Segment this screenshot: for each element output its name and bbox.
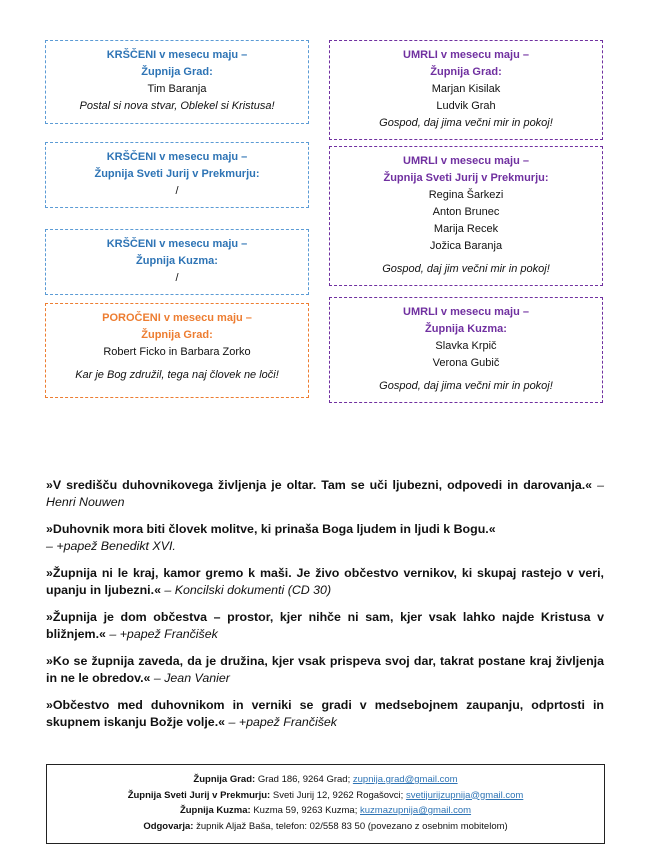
- quote-text: »Ko se župnija zaveda, da je družina, kjer vsak prispeva svoj dar, takrat postane kraj življenja in ne le obredov.«: [46, 654, 604, 685]
- motto: Gospod, daj jima večni mir in pokoj!: [379, 380, 553, 392]
- quotes-section: [46, 477, 604, 741]
- quote-author: – +papež Frančišek: [228, 715, 337, 729]
- contact-grad: [47, 772, 604, 788]
- contact-label: Odgovarja:: [143, 820, 194, 832]
- quote-author: – +papež Frančišek: [109, 627, 218, 641]
- person-name: Regina Šarkezi: [428, 189, 504, 201]
- quote: [46, 653, 604, 687]
- motto: Postal si nova stvar, Oblekel si Kristusa!: [79, 100, 275, 112]
- person-name: Anton Brunec: [432, 206, 500, 218]
- quote: [46, 609, 604, 643]
- email-link-kuzma[interactable]: kuzmazupnija@gmail.com: [360, 805, 472, 816]
- quote-text: »Duhovnik mora biti človek molitve, ki prinaša Boga ljudem in ljudi k Bogu.«: [46, 522, 496, 536]
- box-title: KRŠČENI v mesecu maju –: [106, 238, 248, 250]
- contact-kuzma: [47, 803, 604, 819]
- baptized-kuzma-box: [45, 229, 309, 295]
- person-name: Verona Gubič: [432, 357, 500, 369]
- parish-name: Župnija Kuzma:: [136, 255, 218, 267]
- box-title: KRŠČENI v mesecu maju –: [106, 151, 248, 163]
- motto: Kar je Bog združil, tega naj človek ne loči!: [75, 369, 279, 381]
- email-link-grad[interactable]: zupnija.grad@gmail.com: [352, 774, 458, 785]
- contact-label: Župnija Kuzma:: [179, 805, 251, 816]
- box-title: UMRLI v mesecu maju –: [403, 49, 529, 61]
- box-title: UMRLI v mesecu maju –: [403, 306, 529, 318]
- parish-name: Župnija Grad:: [141, 66, 213, 78]
- person-name: Jožica Baranja: [429, 240, 503, 252]
- email-link-jurij[interactable]: svetijurijzupnija@gmail.com: [405, 789, 524, 801]
- motto: Gospod, daj jim večni mir in pokoj!: [382, 263, 550, 275]
- quote-author: – Jean Vanier: [153, 671, 230, 685]
- baptized-jurij-box: [45, 142, 309, 208]
- empty-value: /: [175, 272, 179, 284]
- couple-names: Robert Ficko in Barbara Zorko: [103, 346, 251, 358]
- quote-text: »Občestvo med duhovnikom in verniki se gradi v medsebojnem zaupanju, odprtosti in skupnem iskanju Božje volje.«: [46, 698, 604, 729]
- quote-text: »Župnija je dom občestva – prostor, kjer nihče ni sam, kjer vsak lahko najde Kristusa v bližnjem.«: [46, 610, 604, 641]
- quote-text: »Župnija ni le kraj, kamor gremo k maši. Je živo občestvo vernikov, ki skupaj rastejo v veri, upanju in ljubezni.«: [46, 566, 604, 597]
- person-name: Marija Recek: [433, 223, 499, 235]
- quote: [46, 565, 604, 599]
- person-name: Slavka Krpič: [435, 340, 497, 352]
- parish-name: Župnija Kuzma:: [425, 323, 507, 335]
- parish-name: Župnija Grad:: [430, 66, 502, 78]
- contact-address: Grad 186, 9264 Grad;: [257, 774, 351, 785]
- deceased-grad-box: [329, 40, 603, 140]
- contact-text: župnik Aljaž Baša, telefon: 02/558 83 50 (povezano z osebnim mobitelom): [196, 820, 508, 832]
- contact-jurij: [47, 788, 604, 804]
- contact-label: Župnija Sveti Jurij v Prekmurju:: [127, 789, 271, 801]
- quote: [46, 521, 604, 555]
- quote: [46, 697, 604, 731]
- person-name: Tim Baranja: [147, 83, 207, 95]
- deceased-jurij-box: [329, 146, 603, 286]
- contact-label: Župnija Grad:: [193, 774, 256, 785]
- empty-value: /: [175, 185, 179, 197]
- person-name: Ludvik Grah: [436, 100, 496, 112]
- contact-footer: [46, 764, 605, 844]
- motto: Gospod, daj jima večni mir in pokoj!: [379, 117, 553, 129]
- box-title: UMRLI v mesecu maju –: [403, 155, 529, 167]
- baptized-grad-box: [45, 40, 309, 124]
- deceased-kuzma-box: [329, 297, 603, 403]
- married-grad-box: [45, 303, 309, 398]
- quote-author: – Koncilski dokumenti (CD 30): [164, 583, 332, 597]
- parish-name: Župnija Grad:: [141, 329, 213, 341]
- box-title: POROČENI v mesecu maju –: [102, 312, 252, 324]
- parish-name: Župnija Sveti Jurij v Prekmurju:: [94, 168, 260, 180]
- quote-text: »V središču duhovnikovega življenja je oltar. Tam se uči ljubezni, odpovedi in darovanja.«: [46, 478, 593, 492]
- contact-address: Kuzma 59, 9263 Kuzma;: [253, 805, 358, 816]
- box-title: KRŠČENI v mesecu maju –: [106, 49, 248, 61]
- contact-address: Sveti Jurij 12, 9262 Rogašovci;: [272, 789, 404, 801]
- contact-responsible: [47, 819, 604, 835]
- quote: [46, 477, 604, 511]
- quote-author: – +papež Benedikt XVI.: [46, 539, 176, 553]
- quote-author: – Henri Nouwen: [46, 478, 604, 509]
- person-name: Marjan Kisilak: [431, 83, 501, 95]
- parish-name: Župnija Sveti Jurij v Prekmurju:: [383, 172, 549, 184]
